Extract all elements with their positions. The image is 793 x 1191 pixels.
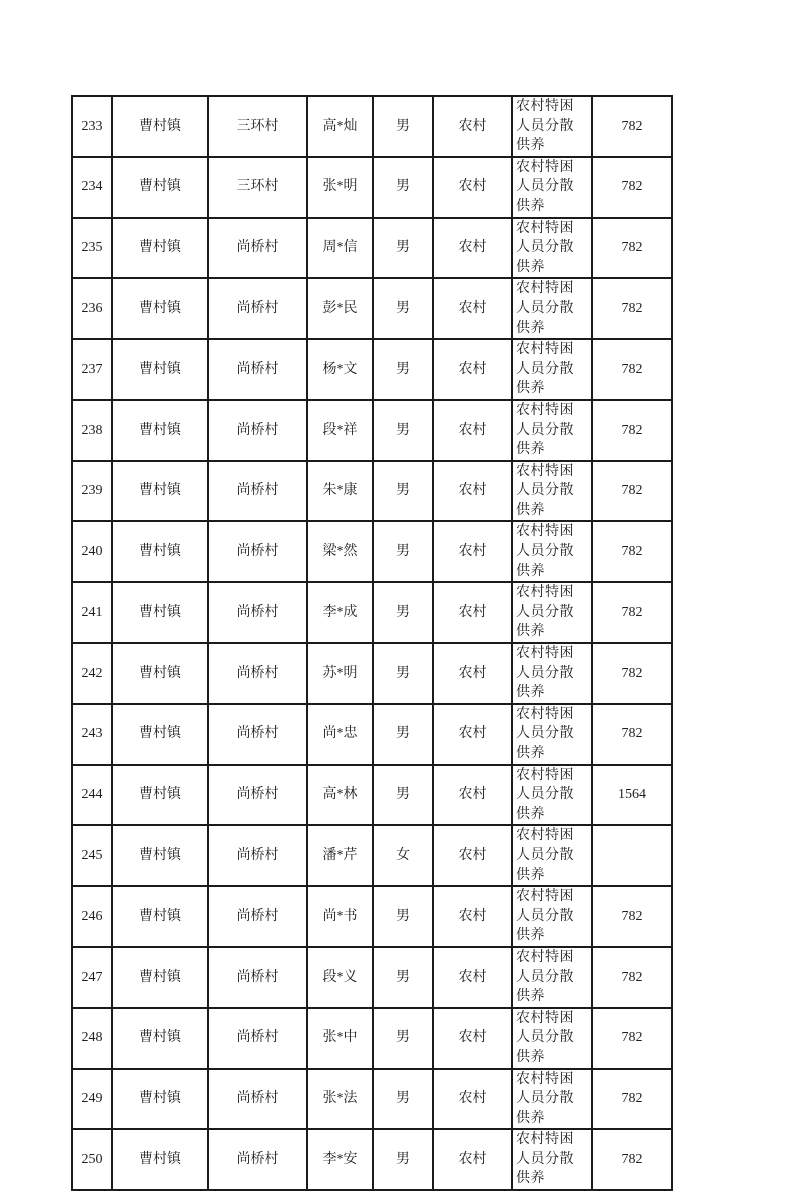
- cell-support-type: [512, 461, 592, 522]
- cell-index: 236: [72, 278, 112, 339]
- cell-town: 曹村镇: [112, 96, 208, 157]
- cell-town: 曹村镇: [112, 582, 208, 643]
- table-row: [72, 400, 672, 461]
- cell-support-type: [512, 96, 592, 157]
- cell-amount: 1564: [592, 765, 672, 826]
- cell-name: 梁*然: [307, 521, 373, 582]
- cell-area-type: 农村: [433, 278, 512, 339]
- cell-name: 苏*明: [307, 643, 373, 704]
- cell-town: 曹村镇: [112, 643, 208, 704]
- cell-amount: 782: [592, 1069, 672, 1130]
- cell-area-type: 农村: [433, 1129, 512, 1190]
- cell-town: 曹村镇: [112, 157, 208, 218]
- table-row: [72, 582, 672, 643]
- cell-amount: 782: [592, 704, 672, 765]
- support-type-text: 农村特困人员分散供养: [516, 1010, 574, 1065]
- cell-index: 240: [72, 521, 112, 582]
- cell-amount: 782: [592, 278, 672, 339]
- cell-gender: 男: [373, 521, 433, 582]
- cell-name: 李*成: [307, 582, 373, 643]
- cell-index: 246: [72, 886, 112, 947]
- cell-index: 241: [72, 582, 112, 643]
- cell-support-type: [512, 278, 592, 339]
- cell-name: 张*法: [307, 1069, 373, 1130]
- cell-index: 237: [72, 339, 112, 400]
- cell-support-type: [512, 582, 592, 643]
- cell-index: 247: [72, 947, 112, 1008]
- cell-amount: 782: [592, 96, 672, 157]
- cell-amount: 782: [592, 218, 672, 279]
- cell-village: 尚桥村: [208, 704, 307, 765]
- cell-gender: 男: [373, 339, 433, 400]
- cell-index: 234: [72, 157, 112, 218]
- table-row: [72, 886, 672, 947]
- cell-support-type: [512, 218, 592, 279]
- cell-name: 彭*民: [307, 278, 373, 339]
- cell-amount: 782: [592, 582, 672, 643]
- cell-amount: 782: [592, 643, 672, 704]
- cell-name: 周*信: [307, 218, 373, 279]
- cell-index: 243: [72, 704, 112, 765]
- table-row: [72, 1069, 672, 1130]
- cell-village: 尚桥村: [208, 825, 307, 886]
- cell-support-type: [512, 947, 592, 1008]
- cell-area-type: 农村: [433, 157, 512, 218]
- table-row: [72, 643, 672, 704]
- cell-amount: 782: [592, 521, 672, 582]
- cell-village: 尚桥村: [208, 400, 307, 461]
- support-type-text: 农村特困人员分散供养: [516, 524, 574, 579]
- cell-area-type: 农村: [433, 218, 512, 279]
- cell-town: 曹村镇: [112, 218, 208, 279]
- cell-index: 242: [72, 643, 112, 704]
- cell-village: 尚桥村: [208, 947, 307, 1008]
- support-type-text: 农村特困人员分散供养: [516, 1132, 574, 1187]
- cell-support-type: [512, 765, 592, 826]
- table-row: [72, 339, 672, 400]
- support-type-text: 农村特困人员分散供养: [516, 585, 574, 640]
- cell-village: 尚桥村: [208, 1069, 307, 1130]
- cell-area-type: 农村: [433, 461, 512, 522]
- cell-area-type: 农村: [433, 1008, 512, 1069]
- cell-town: 曹村镇: [112, 947, 208, 1008]
- cell-village: 尚桥村: [208, 278, 307, 339]
- cell-name: 段*祥: [307, 400, 373, 461]
- cell-amount: 782: [592, 400, 672, 461]
- table-row: [72, 1008, 672, 1069]
- cell-town: 曹村镇: [112, 461, 208, 522]
- cell-index: 238: [72, 400, 112, 461]
- support-type-text: 农村特困人员分散供养: [516, 281, 574, 336]
- table-row: [72, 278, 672, 339]
- support-type-text: 农村特困人员分散供养: [516, 646, 574, 701]
- support-type-text: 农村特困人员分散供养: [516, 159, 574, 214]
- cell-village: 尚桥村: [208, 521, 307, 582]
- table-row: [72, 218, 672, 279]
- cell-town: 曹村镇: [112, 886, 208, 947]
- support-type-text: 农村特困人员分散供养: [516, 99, 574, 154]
- cell-area-type: 农村: [433, 947, 512, 1008]
- cell-village: 三环村: [208, 96, 307, 157]
- cell-name: 尚*忠: [307, 704, 373, 765]
- cell-amount: 782: [592, 886, 672, 947]
- cell-village: 尚桥村: [208, 765, 307, 826]
- cell-name: 潘*芹: [307, 825, 373, 886]
- cell-support-type: [512, 1069, 592, 1130]
- cell-area-type: 农村: [433, 765, 512, 826]
- cell-gender: 男: [373, 1129, 433, 1190]
- cell-town: 曹村镇: [112, 1008, 208, 1069]
- cell-town: 曹村镇: [112, 765, 208, 826]
- cell-support-type: [512, 400, 592, 461]
- cell-support-type: [512, 1008, 592, 1069]
- cell-gender: 男: [373, 582, 433, 643]
- cell-index: 245: [72, 825, 112, 886]
- cell-village: 尚桥村: [208, 582, 307, 643]
- cell-village: 尚桥村: [208, 1129, 307, 1190]
- table-row: [72, 765, 672, 826]
- cell-amount: 782: [592, 461, 672, 522]
- cell-support-type: [512, 339, 592, 400]
- support-type-text: 农村特困人员分散供养: [516, 828, 574, 883]
- support-type-text: 农村特困人员分散供养: [516, 706, 574, 761]
- cell-amount: 782: [592, 157, 672, 218]
- cell-name: 高*林: [307, 765, 373, 826]
- support-type-text: 农村特困人员分散供养: [516, 889, 574, 944]
- cell-support-type: [512, 157, 592, 218]
- roster-table-body: [72, 96, 672, 1190]
- cell-name: 李*安: [307, 1129, 373, 1190]
- cell-gender: 男: [373, 704, 433, 765]
- cell-gender: 男: [373, 157, 433, 218]
- table-row: [72, 1129, 672, 1190]
- cell-gender: 男: [373, 218, 433, 279]
- cell-town: 曹村镇: [112, 278, 208, 339]
- cell-area-type: 农村: [433, 886, 512, 947]
- table-row: [72, 704, 672, 765]
- cell-gender: 男: [373, 1008, 433, 1069]
- cell-index: 250: [72, 1129, 112, 1190]
- cell-town: 曹村镇: [112, 1129, 208, 1190]
- cell-name: 高*灿: [307, 96, 373, 157]
- cell-village: 尚桥村: [208, 339, 307, 400]
- cell-index: 239: [72, 461, 112, 522]
- support-type-text: 农村特困人员分散供养: [516, 949, 574, 1005]
- cell-name: 张*明: [307, 157, 373, 218]
- table-row: [72, 947, 672, 1008]
- cell-area-type: 农村: [433, 582, 512, 643]
- cell-name: 段*义: [307, 947, 373, 1008]
- cell-amount: 782: [592, 1008, 672, 1069]
- cell-amount: [592, 825, 672, 886]
- cell-gender: 男: [373, 461, 433, 522]
- cell-index: 248: [72, 1008, 112, 1069]
- cell-town: 曹村镇: [112, 400, 208, 461]
- cell-amount: 782: [592, 339, 672, 400]
- table-row: [72, 157, 672, 218]
- cell-village: 尚桥村: [208, 886, 307, 947]
- cell-town: 曹村镇: [112, 339, 208, 400]
- cell-gender: 女: [373, 825, 433, 886]
- cell-village: 尚桥村: [208, 461, 307, 522]
- cell-area-type: 农村: [433, 96, 512, 157]
- cell-gender: 男: [373, 96, 433, 157]
- support-type-text: 农村特困人员分散供养: [516, 767, 574, 822]
- cell-town: 曹村镇: [112, 825, 208, 886]
- cell-name: 尚*书: [307, 886, 373, 947]
- cell-name: 朱*康: [307, 461, 373, 522]
- cell-area-type: 农村: [433, 339, 512, 400]
- cell-support-type: [512, 643, 592, 704]
- cell-gender: 男: [373, 765, 433, 826]
- cell-area-type: 农村: [433, 643, 512, 704]
- cell-index: 235: [72, 218, 112, 279]
- table-row: [72, 521, 672, 582]
- cell-name: 张*中: [307, 1008, 373, 1069]
- table-row: [72, 461, 672, 522]
- cell-gender: 男: [373, 643, 433, 704]
- support-type-text: 农村特困人员分散供养: [516, 463, 574, 518]
- support-type-text: 农村特困人员分散供养: [516, 402, 574, 458]
- cell-support-type: [512, 825, 592, 886]
- cell-support-type: [512, 521, 592, 582]
- cell-index: 249: [72, 1069, 112, 1130]
- cell-area-type: 农村: [433, 521, 512, 582]
- cell-name: 杨*文: [307, 339, 373, 400]
- cell-index: 244: [72, 765, 112, 826]
- cell-support-type: [512, 1129, 592, 1190]
- cell-gender: 男: [373, 278, 433, 339]
- cell-town: 曹村镇: [112, 521, 208, 582]
- support-type-text: 农村特困人员分散供养: [516, 342, 574, 397]
- table-row: [72, 96, 672, 157]
- cell-gender: 男: [373, 947, 433, 1008]
- cell-amount: 782: [592, 947, 672, 1008]
- cell-gender: 男: [373, 1069, 433, 1130]
- cell-index: 233: [72, 96, 112, 157]
- cell-village: 尚桥村: [208, 1008, 307, 1069]
- roster-table: [71, 95, 673, 1191]
- cell-area-type: 农村: [433, 400, 512, 461]
- cell-support-type: [512, 886, 592, 947]
- cell-support-type: [512, 704, 592, 765]
- support-type-text: 农村特困人员分散供养: [516, 220, 574, 275]
- cell-town: 曹村镇: [112, 704, 208, 765]
- cell-area-type: 农村: [433, 1069, 512, 1130]
- cell-amount: 782: [592, 1129, 672, 1190]
- cell-gender: 男: [373, 400, 433, 461]
- cell-area-type: 农村: [433, 704, 512, 765]
- cell-village: 尚桥村: [208, 643, 307, 704]
- cell-area-type: 农村: [433, 825, 512, 886]
- cell-village: 尚桥村: [208, 218, 307, 279]
- cell-gender: 男: [373, 886, 433, 947]
- table-row: [72, 825, 672, 886]
- cell-village: 三环村: [208, 157, 307, 218]
- support-type-text: 农村特困人员分散供养: [516, 1071, 574, 1126]
- cell-town: 曹村镇: [112, 1069, 208, 1130]
